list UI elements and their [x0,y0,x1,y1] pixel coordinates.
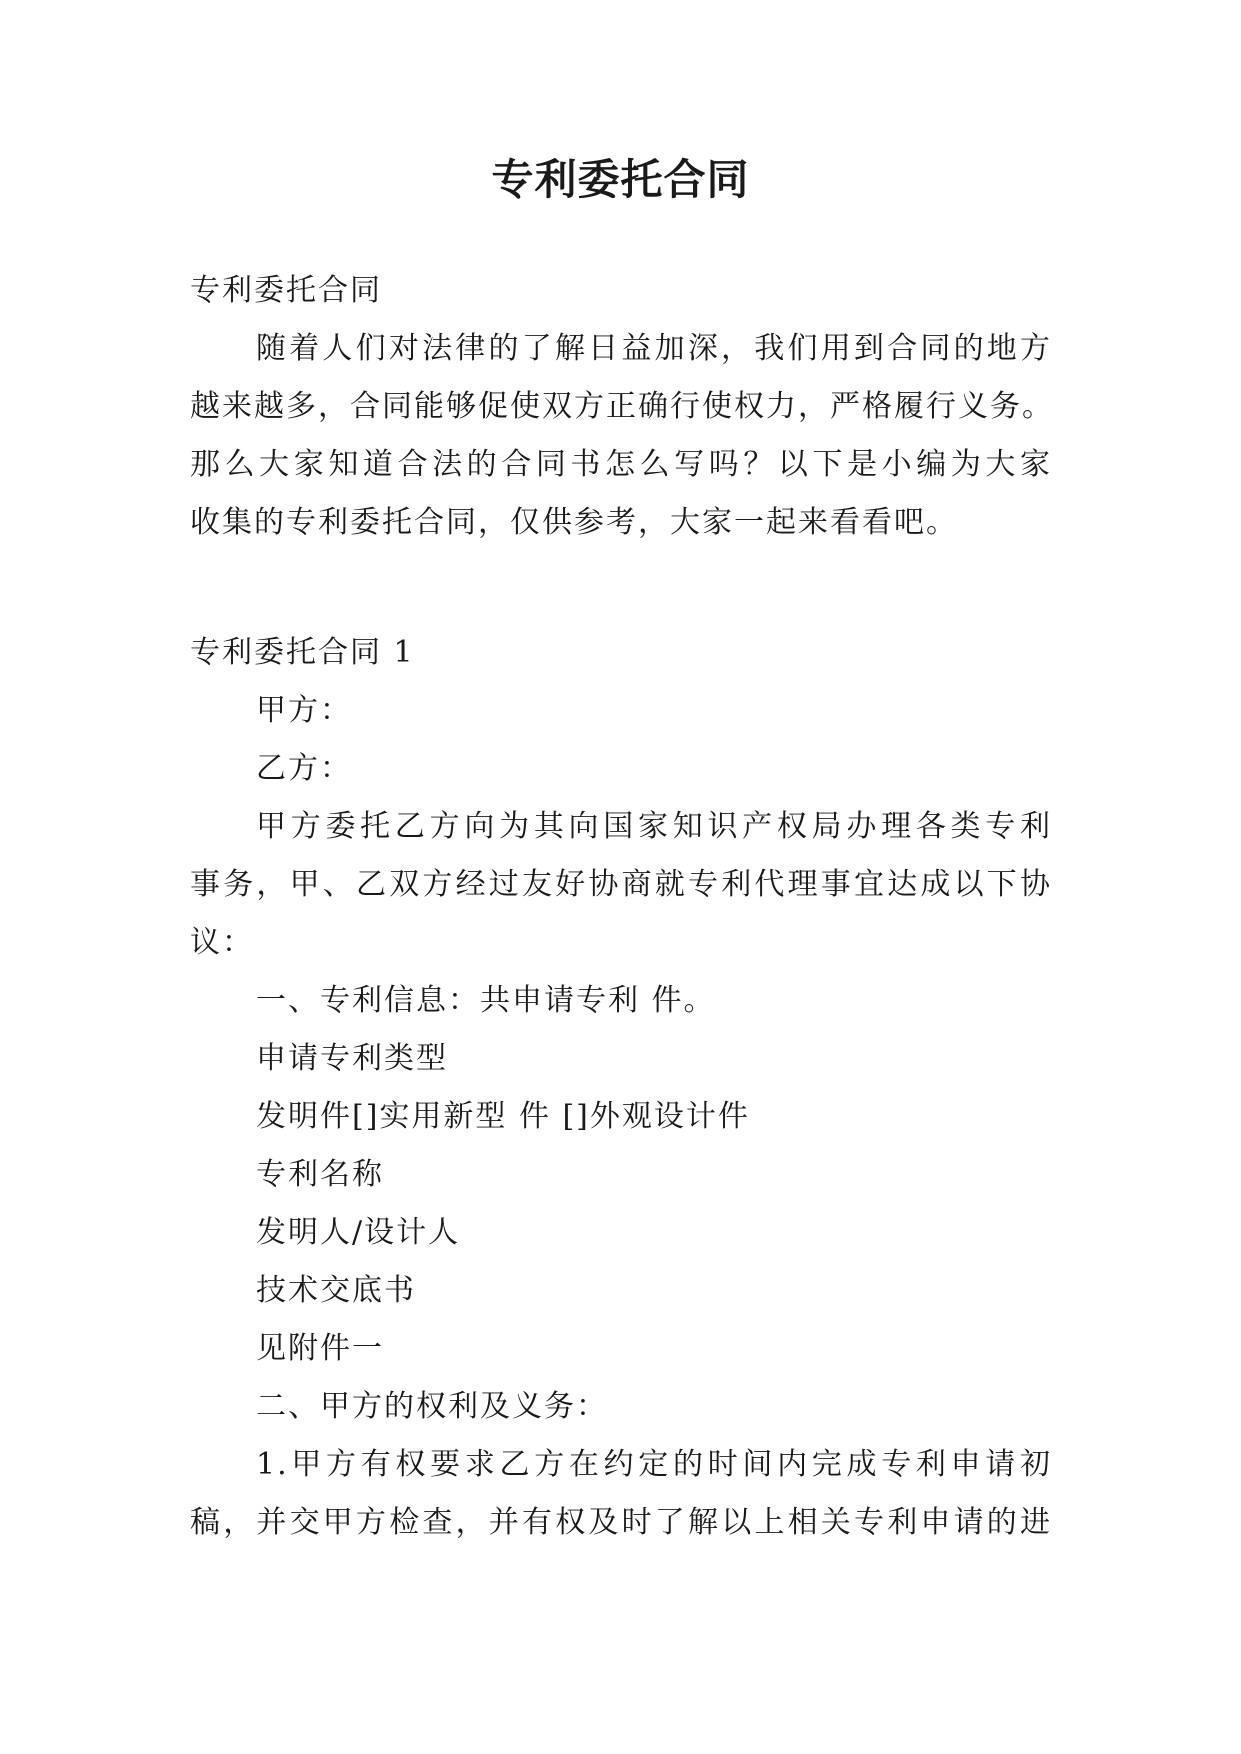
document-subtitle: 专利委托合同 [190,273,382,308]
intro-line: 收集的专利委托合同，仅供参考，大家一起来看看吧。 [190,505,958,540]
intro-line: 那么大家知道合法的合同书怎么写吗？以下是小编为大家 [190,447,1052,482]
intro-line: 随着人们对法律的了解日益加深，我们用到合同的地方 [256,331,1052,366]
clause-line: 申请专利类型 [256,1041,448,1076]
party-a-label: 甲方： [256,693,352,728]
preamble-line: 议： [190,925,254,960]
clause-line: 二、甲方的权利及义务： [256,1389,608,1424]
clause-1-line: 稿，并交甲方检查，并有权及时了解以上相关专利申请的进 [190,1505,1052,1540]
clause-line: 见附件一 [256,1331,384,1366]
clause-line: 一、专利信息：共申请专利 件。 [256,983,716,1018]
clause-line: 专利名称 [256,1157,384,1192]
party-b-label: 乙方： [256,751,352,786]
clause-1-line: 1.甲方有权要求乙方在约定的时间内完成专利申请初 [256,1447,1052,1482]
preamble-line: 事务，甲、乙双方经过友好协商就专利代理事宜达成以下协 [190,867,1052,902]
section-heading: 专利委托合同 1 [190,635,415,670]
clause-line: 发明人/设计人 [256,1215,461,1250]
document-title: 专利委托合同 [491,155,750,204]
clause-line: 发明件[]实用新型 件 []外观设计件 [256,1099,750,1134]
preamble-line: 甲方委托乙方向为其向国家知识产权局办理各类专利 [256,809,1052,844]
intro-line: 越来越多，合同能够促使双方正确行使权力，严格履行义务。 [190,389,1054,424]
clause-line: 技术交底书 [256,1273,416,1308]
